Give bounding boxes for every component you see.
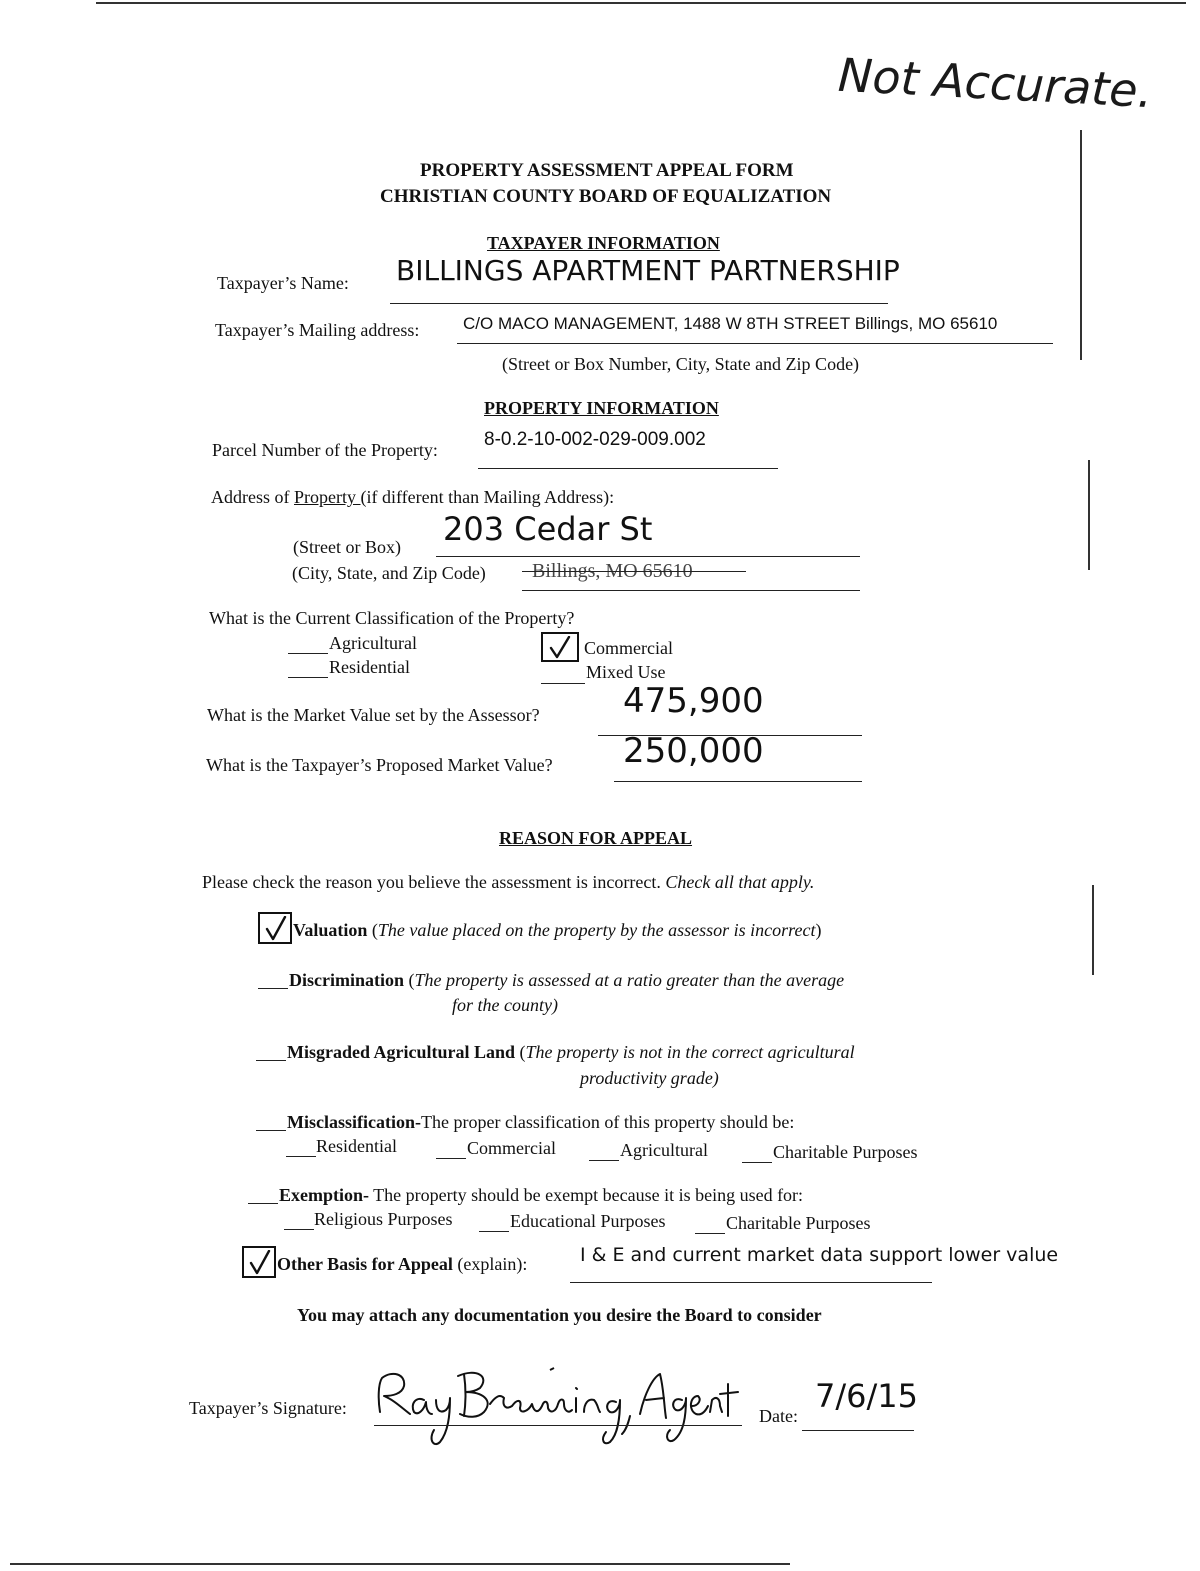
exempt-charitable-blank[interactable]: [695, 1233, 725, 1234]
other-basis-title: Other Basis for Appeal: [277, 1254, 453, 1274]
exemption-desc: The property should be exempt because it is being used for:: [369, 1185, 804, 1205]
misgraded-title: Misgraded Agricultural Land: [287, 1042, 516, 1062]
misclass-charitable-blank[interactable]: [742, 1162, 772, 1163]
checkmark-icon: [246, 1250, 274, 1276]
discrimination-title: Discrimination: [289, 970, 404, 990]
misclass-agricultural: Agricultural: [620, 1140, 708, 1160]
assessor-value-label: What is the Market Value set by the Assessor?: [207, 705, 540, 725]
signature-label: Taxpayer’s Signature:: [189, 1398, 347, 1418]
misclass-residential-blank[interactable]: [286, 1156, 316, 1157]
misgraded-desc: The property is not in the correct agricultural: [525, 1042, 855, 1062]
property-address-label-end: (if different than Mailing Address):: [360, 487, 615, 507]
property-address-label-start: Address of: [211, 487, 294, 507]
misgraded-option: Misgraded Agricultural Land (The property is not in the correct agricultural: [287, 1042, 855, 1062]
exempt-charitable: Charitable Purposes: [726, 1213, 871, 1233]
exemption-option: [279, 1185, 803, 1206]
signature-image: [372, 1360, 742, 1455]
exempt-religious-blank[interactable]: [284, 1229, 314, 1230]
misclass-commercial: Commercial: [467, 1138, 556, 1158]
mailing-address-hint: (Street or Box Number, City, State and Zip Code): [502, 354, 860, 374]
parcel-number-label: Parcel Number of the Property:: [212, 440, 438, 460]
misclassification-blank[interactable]: [256, 1130, 286, 1131]
exemption-blank[interactable]: [248, 1203, 278, 1204]
reason-heading: REASON FOR APPEAL: [499, 828, 693, 848]
taxpayer-name-label: Taxpayer’s Name:: [217, 273, 349, 293]
other-basis-option: [277, 1254, 527, 1275]
mailing-address-underline: [457, 343, 1053, 344]
street-underline: [436, 556, 860, 557]
proposed-value-underline: [614, 781, 862, 782]
form-title: PROPERTY ASSESSMENT APPEAL FORM: [420, 160, 794, 181]
taxpayer-info-heading: TAXPAYER INFORMATION: [487, 233, 720, 253]
commercial-checkbox[interactable]: [541, 632, 579, 662]
discrimination-option: Discrimination (The property is assessed at a ratio greater than the average: [289, 970, 845, 990]
checkmark-icon: [545, 636, 575, 660]
misgraded-desc-line2: productivity grade): [580, 1068, 719, 1088]
other-basis-underline: [570, 1282, 932, 1283]
handwritten-note: Not Accurate.: [836, 47, 1154, 119]
exempt-religious: Religious Purposes: [314, 1209, 453, 1229]
discrimination-desc-line2: for the county): [452, 995, 558, 1015]
valuation-checkbox[interactable]: [258, 912, 292, 944]
other-basis-explain: (explain):: [457, 1254, 528, 1274]
exemption-title: Exemption-: [279, 1185, 369, 1205]
valuation-option: Valuation (The value placed on the property by the assessor is incorrect): [293, 920, 822, 940]
misclassification-desc: The proper classification of this property should be:: [420, 1112, 795, 1132]
right-edge-mark: [1080, 130, 1082, 360]
street-value[interactable]: 203 Cedar St: [443, 510, 653, 548]
misclass-charitable: Charitable Purposes: [773, 1142, 918, 1162]
taxpayer-name-value[interactable]: BILLINGS APARTMENT PARTNERSHIP: [396, 254, 900, 287]
reason-instruction-text: Please check the reason you believe the assessment is incorrect.: [202, 872, 661, 892]
mailing-address-label: Taxpayer’s Mailing address:: [215, 320, 420, 340]
misclass-residential: Residential: [316, 1136, 397, 1156]
mailing-address-value[interactable]: C/O MACO MANAGEMENT, 1488 W 8TH STREET Billings, MO 65610: [463, 314, 998, 333]
other-basis-checkbox[interactable]: [242, 1246, 276, 1278]
attach-note: You may attach any documentation you desire the Board to consider: [297, 1305, 822, 1325]
exempt-educational: Educational Purposes: [510, 1211, 666, 1231]
form-subtitle: CHRISTIAN COUNTY BOARD OF EQUALIZATION: [380, 186, 832, 207]
top-edge-line: [96, 2, 1186, 4]
mixed-use-option: Mixed Use: [586, 662, 666, 682]
valuation-desc: The value placed on the property by the assessor is incorrect: [377, 920, 816, 940]
proposed-value-label: What is the Taxpayer’s Proposed Market Value?: [206, 755, 553, 775]
valuation-title: Valuation: [293, 920, 368, 940]
discrimination-desc: The property is assessed at a ratio greater than the average: [414, 970, 845, 990]
taxpayer-name-underline: [390, 303, 888, 304]
city-label: (City, State, and Zip Code): [292, 563, 486, 583]
reason-instruction-italic: Check all that apply.: [665, 872, 815, 892]
residential-option: Residential: [329, 657, 410, 677]
exempt-educational-blank[interactable]: [479, 1231, 509, 1232]
classification-question: What is the Current Classification of the Property?: [209, 608, 575, 628]
handwritten-signature-icon: [372, 1360, 742, 1455]
misclass-commercial-blank[interactable]: [436, 1158, 466, 1159]
discrimination-blank[interactable]: [258, 988, 288, 989]
right-edge-mark-2: [1088, 460, 1090, 570]
date-value[interactable]: 7/6/15: [815, 1377, 918, 1415]
property-info-heading: PROPERTY INFORMATION: [484, 398, 719, 418]
other-basis-value[interactable]: I & E and current market data support lower value: [580, 1244, 1059, 1266]
commercial-option: Commercial: [584, 638, 673, 658]
misclass-agricultural-blank[interactable]: [589, 1160, 619, 1161]
residential-blank[interactable]: [288, 677, 328, 678]
misgraded-blank[interactable]: [256, 1060, 286, 1061]
right-edge-mark-3: [1092, 885, 1094, 975]
city-underline: [522, 571, 746, 572]
assessor-value[interactable]: 475,900: [623, 681, 764, 721]
signature-underline: [374, 1425, 742, 1426]
reason-instruction: [202, 872, 814, 893]
street-label: (Street or Box): [293, 537, 401, 557]
mixed-use-blank[interactable]: [541, 683, 585, 684]
parcel-number-underline: [478, 468, 778, 469]
city-underline-2: [522, 590, 860, 591]
agricultural-blank[interactable]: [288, 653, 328, 654]
proposed-value[interactable]: 250,000: [623, 731, 764, 771]
misclassification-option: [287, 1112, 794, 1133]
parcel-number-value[interactable]: 8-0.2-10-002-029-009.002: [484, 429, 706, 450]
property-address-label: [211, 487, 614, 508]
bottom-edge-line: [10, 1563, 790, 1565]
misclassification-title: Misclassification-: [287, 1112, 421, 1132]
date-label: Date:: [759, 1406, 798, 1426]
date-underline: [802, 1430, 914, 1431]
agricultural-option: Agricultural: [329, 633, 417, 653]
city-value[interactable]: Billings, MO 65610: [532, 560, 693, 582]
checkmark-icon: [262, 916, 290, 942]
property-address-label-emph: Property: [294, 487, 361, 507]
